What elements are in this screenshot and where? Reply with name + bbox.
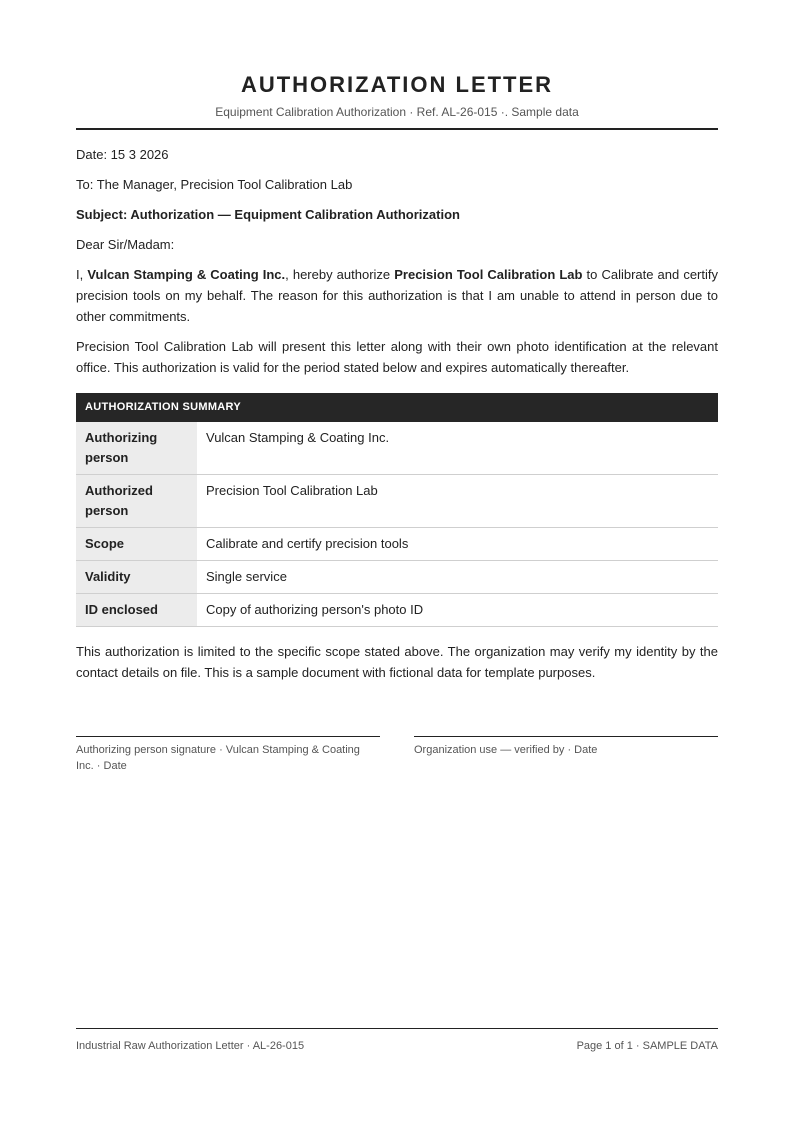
table-row	[76, 594, 718, 627]
row-value: Single service	[206, 569, 287, 584]
recipient-line: To: The Manager, Precision Tool Calibration Lab	[76, 177, 353, 192]
row-label: Scope	[76, 528, 197, 560]
row-label: Authorized person	[76, 475, 197, 527]
authorization-summary-table	[76, 393, 718, 627]
closing-paragraph: This authorization is limited to the specific scope stated above. The organization may verify my identity by the contact details on file. This is a sample document with fictional data for template purposes.	[76, 644, 718, 680]
row-value: Precision Tool Calibration Lab	[206, 483, 378, 498]
signature-block	[76, 736, 718, 774]
body-paragraph-2: Precision Tool Calibration Lab will present this letter along with their own photo identification at the relevant office. This authorization is valid for the period stated below and expires automatically thereafter.	[76, 339, 718, 375]
organization-signature-line: Organization use — verified by · Date	[414, 736, 718, 774]
footer-document-ref: Industrial Raw Authorization Letter · AL-26-015	[76, 1040, 305, 1052]
letter-page	[76, 0, 718, 683]
authorizer-signature-line: Authorizing person signature · Vulcan Stamping & Coating Inc. · Date	[76, 736, 380, 774]
row-label: Validity	[76, 561, 197, 593]
row-value: Copy of authorizing person's photo ID	[206, 602, 424, 617]
header-divider	[76, 128, 718, 130]
table-row	[76, 528, 718, 561]
row-value: Vulcan Stamping & Coating Inc.	[206, 430, 390, 445]
document-title: AUTHORIZATION LETTER	[240, 72, 554, 97]
subject-line: Subject: Authorization — Equipment Calibration Authorization	[76, 207, 460, 222]
row-label: Authorizing person	[76, 422, 197, 474]
summary-table-header: AUTHORIZATION SUMMARY	[76, 393, 718, 422]
table-row	[76, 561, 718, 594]
body-paragraph-1	[76, 264, 718, 327]
table-row	[76, 475, 718, 528]
page-footer	[76, 1028, 718, 1053]
row-label: ID enclosed	[76, 594, 197, 626]
body1-prefix: I,	[76, 267, 88, 282]
row-value: Calibrate and certify precision tools	[206, 536, 409, 551]
authorized-name: Precision Tool Calibration Lab	[394, 267, 583, 282]
authorizer-name: Vulcan Stamping & Coating Inc.	[87, 267, 286, 282]
document-subtitle: Equipment Calibration Authorization · Ref. AL-26-015 ·. Sample data	[215, 105, 579, 119]
footer-page-number: Page 1 of 1 · SAMPLE DATA	[576, 1040, 718, 1052]
table-row	[76, 422, 718, 475]
body1-middle: , hereby authorize	[285, 267, 395, 282]
body1-suffix: to Calibrate and certify precision tools on my behalf. The reason for this authorization is that I am unable to attend in person due to other commitments.	[76, 267, 718, 324]
date-line: Date: 15 3 2026	[76, 147, 169, 162]
salutation: Dear Sir/Madam:	[76, 237, 175, 252]
